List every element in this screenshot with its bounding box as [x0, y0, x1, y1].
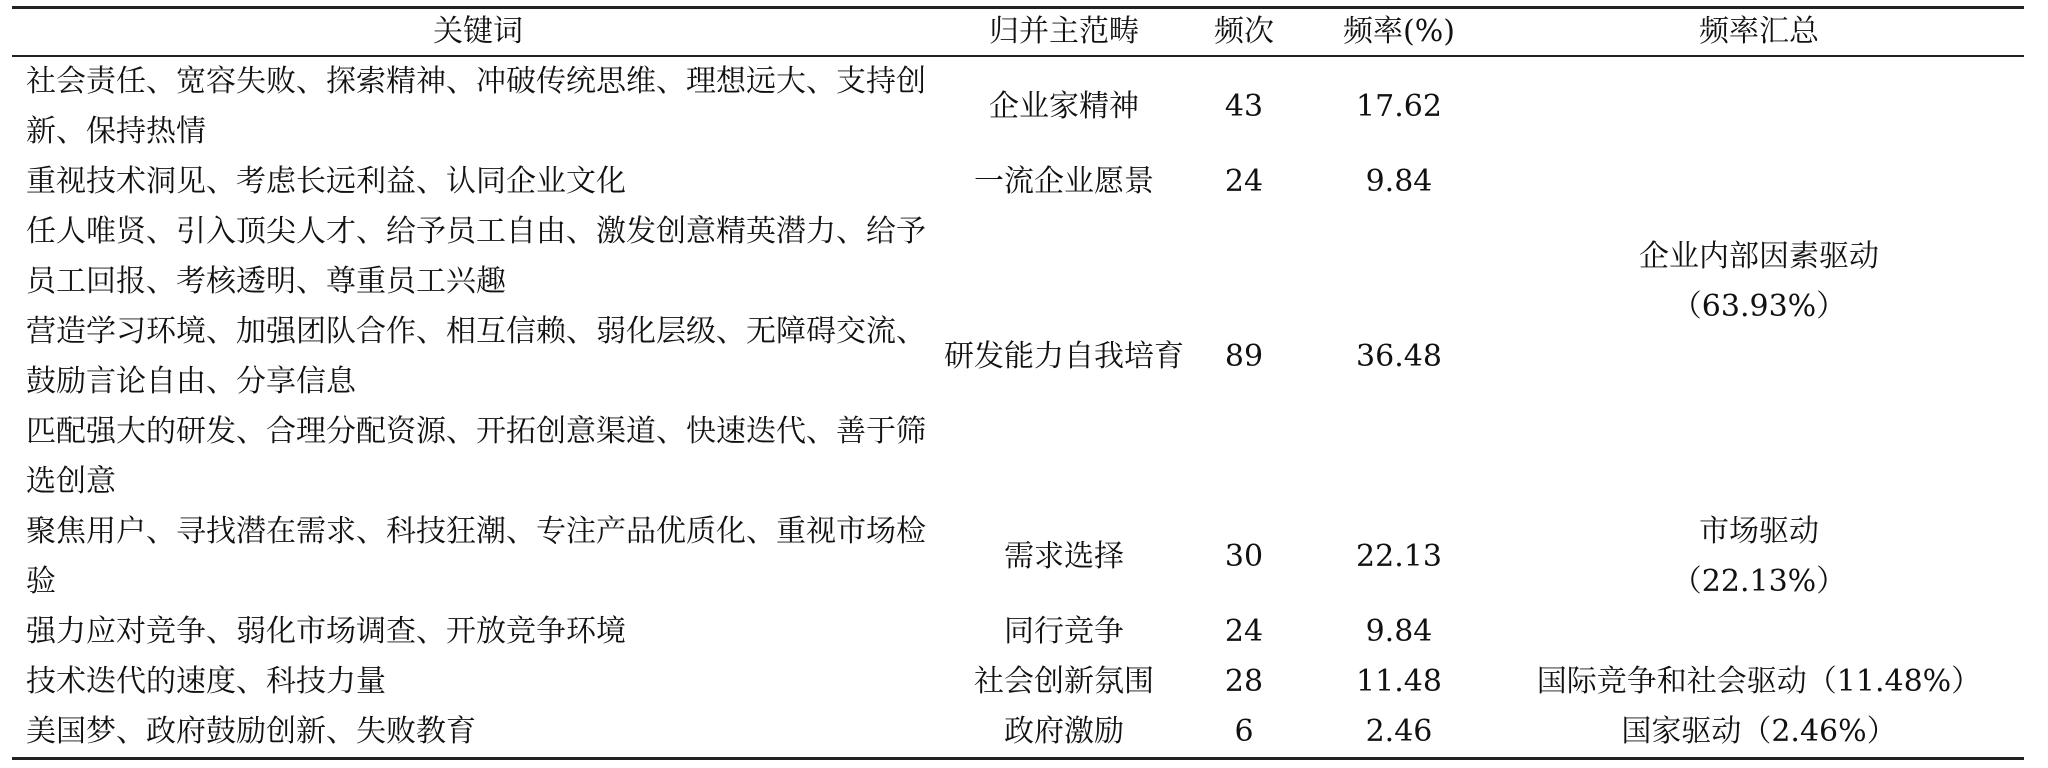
rate-cell: 17.62	[1356, 89, 1442, 124]
keywords-cell: 营造学习环境、加强团队合作、相互信赖、弱化层级、无障碍交流、鼓励言论自由、分享信息	[26, 314, 926, 399]
category-cell: 企业家精神	[989, 89, 1139, 124]
driver-frequency-table	[12, 6, 2024, 760]
category-cell: 同行竞争	[1004, 614, 1124, 649]
summary-percent: （22.13%）	[1671, 564, 1847, 599]
category-cell: 一流企业愿景	[974, 164, 1154, 199]
rate-cell: 2.46	[1365, 714, 1433, 749]
category-cell: 政府激励	[1004, 714, 1124, 749]
category-cell: 研发能力自我培育	[944, 339, 1184, 374]
summary-cell-empty	[1494, 607, 2024, 657]
keywords-cell: 重视技术洞见、考虑长远利益、认同企业文化	[26, 164, 626, 199]
summary-label: 企业内部因素驱动	[1639, 239, 1879, 274]
rate-cell: 9.84	[1365, 614, 1433, 649]
count-cell: 6	[1234, 714, 1254, 749]
rate-cell: 22.13	[1356, 539, 1442, 574]
results-table-container	[12, 6, 2024, 760]
table-row	[12, 56, 2024, 157]
rate-cell: 36.48	[1356, 339, 1442, 374]
header-frequency-rate: 频率(%)	[1343, 14, 1455, 49]
category-cell: 需求选择	[1004, 539, 1124, 574]
category-cell: 社会创新氛围	[974, 664, 1154, 699]
count-cell: 24	[1224, 614, 1264, 649]
summary-cell-market	[1494, 507, 2024, 607]
summary-cell-national: 国家驱动（2.46%）	[1621, 714, 1897, 749]
table-header-row	[12, 8, 2024, 57]
table-row	[12, 507, 2024, 607]
summary-label: 市场驱动	[1699, 514, 1819, 549]
header-frequency-summary: 频率汇总	[1699, 14, 1819, 49]
table-row	[12, 607, 2024, 657]
keywords-cell: 强力应对竞争、弱化市场调查、开放竞争环境	[26, 614, 626, 649]
table-row	[12, 657, 2024, 707]
summary-percent: （63.93%）	[1671, 289, 1847, 324]
header-frequency-count: 频次	[1214, 14, 1274, 49]
count-cell: 24	[1224, 164, 1264, 199]
rate-cell: 11.48	[1356, 664, 1442, 699]
keywords-cell: 美国梦、政府鼓励创新、失败教育	[26, 714, 476, 749]
keywords-cell: 匹配强大的研发、合理分配资源、开拓创意渠道、快速迭代、善于筛选创意	[26, 414, 926, 499]
summary-cell-international: 国际竞争和社会驱动（11.48%）	[1536, 664, 1982, 699]
count-cell: 89	[1224, 339, 1264, 374]
header-keywords: 关键词	[433, 14, 523, 49]
count-cell: 43	[1224, 89, 1264, 124]
summary-cell-internal	[1494, 56, 2024, 507]
keywords-cell: 社会责任、宽容失败、探索精神、冲破传统思维、理想远大、支持创新、保持热情	[26, 64, 926, 149]
header-main-category: 归并主范畴	[989, 14, 1139, 49]
table-row	[12, 707, 2024, 759]
keywords-cell: 技术迭代的速度、科技力量	[26, 664, 386, 699]
keywords-cell: 任人唯贤、引入顶尖人才、给予员工自由、激发创意精英潜力、给予员工回报、考核透明、尊重员工兴趣	[26, 214, 926, 299]
count-cell: 28	[1224, 664, 1264, 699]
keywords-cell: 聚焦用户、寻找潜在需求、科技狂潮、专注产品优质化、重视市场检验	[26, 514, 926, 599]
rate-cell: 9.84	[1365, 164, 1433, 199]
count-cell: 30	[1224, 539, 1264, 574]
